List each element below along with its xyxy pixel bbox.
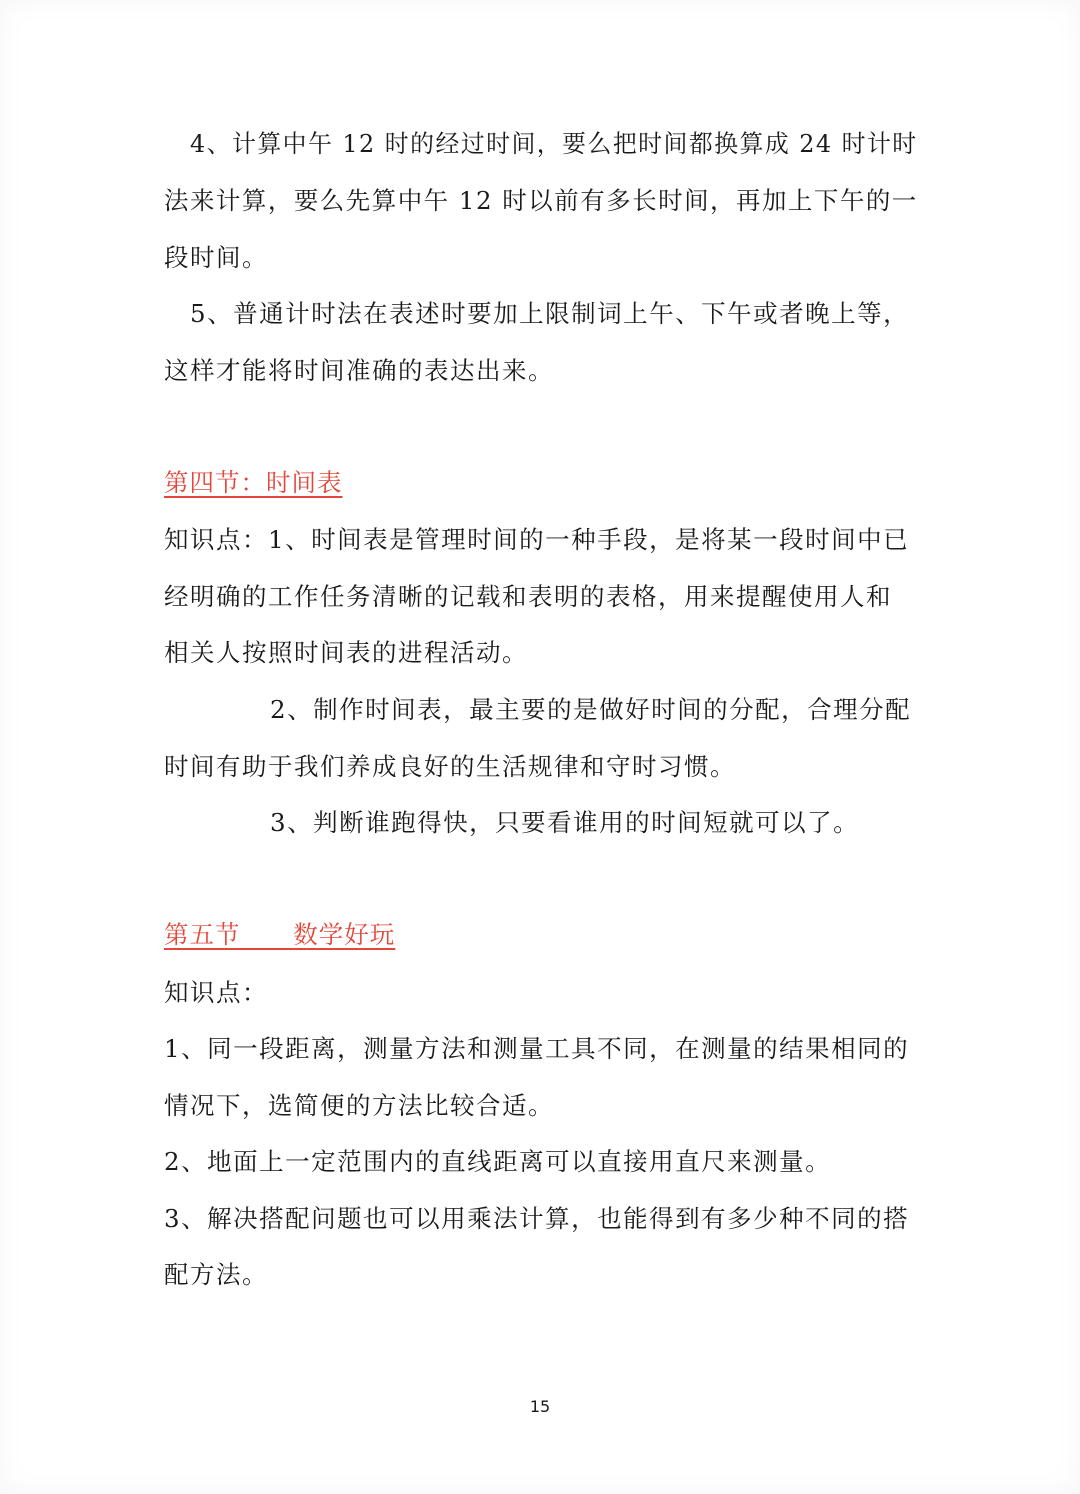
- section-5-point-3-line-1: 3、解决搭配问题也可以用乘法计算，也能得到有多少种不同的搭: [164, 1204, 910, 1233]
- section-4-heading: 第四节：时间表: [164, 468, 343, 497]
- section-4-point-2-line-1: 2、制作时间表，最主要的是做好时间的分配，合理分配: [270, 695, 912, 724]
- section-5-point-1-line-1: 1、同一段距离，测量方法和测量工具不同，在测量的结果相同的: [164, 1034, 910, 1063]
- section-4-point-3-line-1: 3、判断谁跑得快，只要看谁用的时间短就可以了。: [270, 808, 860, 837]
- section-4-point-1-line-1: 知识点：1、时间表是管理时间的一种手段，是将某一段时间中已: [164, 525, 910, 554]
- section-5-point-2-line-1: 2、地面上一定范围内的直线距离可以直接用直尺来测量。: [164, 1147, 832, 1176]
- section-4-point-1-line-3: 相关人按照时间表的进程活动。: [164, 638, 528, 667]
- section-5-point-3-line-2: 配方法。: [164, 1260, 268, 1289]
- section-5-heading: 第五节 数学好玩: [164, 920, 396, 949]
- item-5-line-1: 5、普通计时法在表述时要加上限制词上午、下午或者晚上等，: [190, 299, 910, 328]
- section-5-intro: 知识点：: [164, 978, 268, 1007]
- section-5-point-1-line-2: 情况下，选简便的方法比较合适。: [164, 1091, 554, 1120]
- section-4-point-1-line-2: 经明确的工作任务清晰的记载和表明的表格，用来提醒使用人和: [164, 582, 892, 611]
- page-number: 15: [529, 1397, 551, 1416]
- section-4-point-2-line-2: 时间有助于我们养成良好的生活规律和守时习惯。: [164, 752, 736, 781]
- item-4-line-3: 段时间。: [164, 243, 268, 272]
- item-5-line-2: 这样才能将时间准确的表达出来。: [164, 356, 554, 385]
- item-4-line-2: 法来计算，要么先算中午 12 时以前有多长时间，再加上下午的一: [164, 186, 918, 215]
- item-4-line-1: 4、计算中午 12 时的经过时间，要么把时间都换算成 24 时计时: [190, 129, 918, 158]
